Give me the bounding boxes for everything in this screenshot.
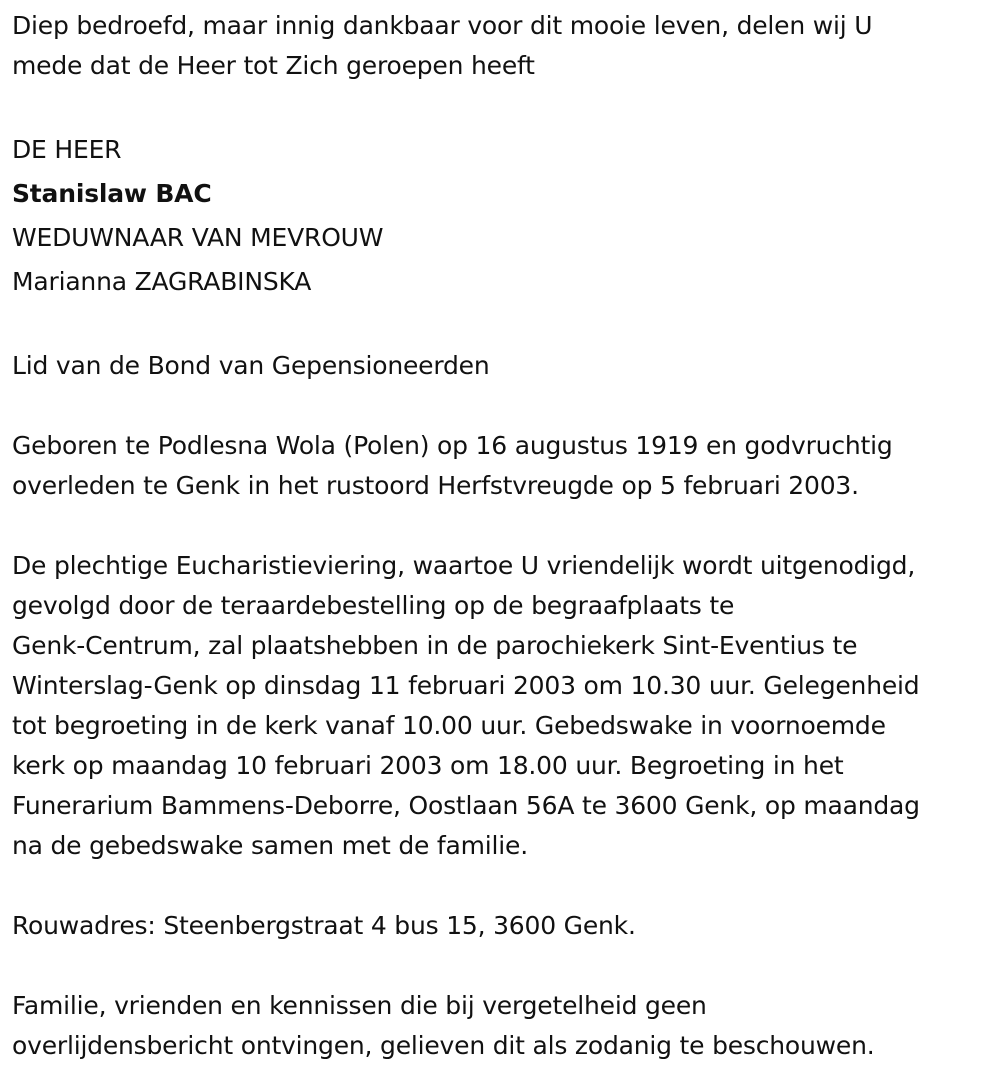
spacer <box>12 946 996 986</box>
address-paragraph <box>12 906 996 946</box>
life-line: Geboren te Podlesna Wola (Polen) op 16 augustus 1919 en godvruchtig <box>12 431 893 460</box>
deceased-status: WEDUWNAAR VAN MEVROUW <box>12 223 384 252</box>
deceased-block <box>12 130 996 302</box>
obituary-notice <box>12 6 996 1066</box>
ceremony-line: Funerarium Bammens-Deborre, Oostlaan 56A te 3600 Genk, op maandag <box>12 791 920 820</box>
deceased-name: Stanislaw BAC <box>12 179 212 208</box>
spacer <box>12 86 996 126</box>
life-paragraph <box>12 426 996 506</box>
ceremony-paragraph <box>12 546 996 866</box>
membership-text: Lid van de Bond van Gepensioneerden <box>12 351 490 380</box>
spacer <box>12 306 996 346</box>
ceremony-line: kerk op maandag 10 februari 2003 om 18.00 uur. Begroeting in het <box>12 751 844 780</box>
closing-line: Familie, vrienden en kennissen die bij vergetelheid geen <box>12 991 707 1020</box>
ceremony-line: gevolgd door de teraardebestelling op de begraafplaats te <box>12 591 735 620</box>
membership-paragraph <box>12 346 996 386</box>
intro-line: mede dat de Heer tot Zich geroepen heeft <box>12 51 535 80</box>
spacer <box>12 506 996 546</box>
ceremony-line: Genk-Centrum, zal plaatshebben in de parochiekerk Sint-Eventius te <box>12 631 858 660</box>
spacer <box>12 866 996 906</box>
closing-paragraph <box>12 986 996 1066</box>
intro-line: Diep bedroefd, maar innig dankbaar voor dit mooie leven, delen wij U <box>12 11 873 40</box>
spacer <box>12 386 996 426</box>
ceremony-line: Winterslag-Genk op dinsdag 11 februari 2003 om 10.30 uur. Gelegenheid <box>12 671 920 700</box>
ceremony-line: tot begroeting in de kerk vanaf 10.00 uur. Gebedswake in voornoemde <box>12 711 886 740</box>
deceased-title: DE HEER <box>12 135 122 164</box>
mourning-address: Rouwadres: Steenbergstraat 4 bus 15, 3600 Genk. <box>12 911 636 940</box>
life-line: overleden te Genk in het rustoord Herfstvreugde op 5 februari 2003. <box>12 471 859 500</box>
closing-line: overlijdensbericht ontvingen, gelieven dit als zodanig te beschouwen. <box>12 1031 875 1060</box>
spouse-name: Marianna ZAGRABINSKA <box>12 267 312 296</box>
intro-paragraph <box>12 6 996 86</box>
ceremony-line: De plechtige Eucharistieviering, waartoe U vriendelijk wordt uitgenodigd, <box>12 551 916 580</box>
ceremony-line: na de gebedswake samen met de familie. <box>12 831 528 860</box>
